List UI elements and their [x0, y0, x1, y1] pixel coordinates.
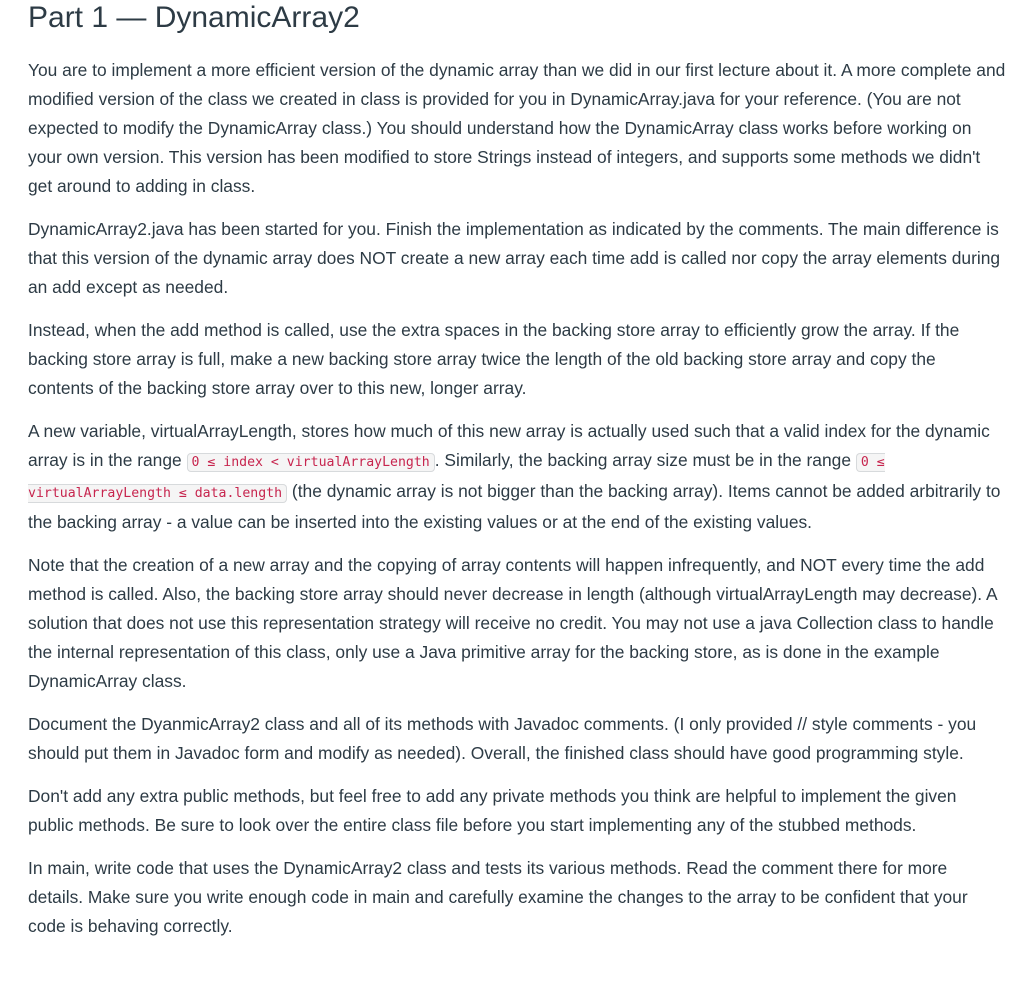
virtual-length-text-2: . Similarly, the backing array size must be in the range — [434, 450, 856, 470]
paragraph-public-methods: Don't add any extra public methods, but feel free to add any private methods you think are helpful to implement the given public methods. Be sure to look over the entire class file before you start implementing any of the stubbed methods. — [28, 786, 957, 835]
paragraph-add-method: Instead, when the add method is called, use the extra spaces in the backing store array to efficiently grow the array. If the backing store array is full, make a new backing store array twice the length of the old backing store array and copy the contents of the backing store array over to this new, longer array. — [28, 320, 960, 398]
paragraph-javadoc: Document the DyanmicArray2 class and all of its methods with Javadoc comments. (I only provided // style comments - you should put them in Javadoc form and modify as needed). Overall, the finished class should have good programming style. — [28, 714, 977, 763]
paragraph-virtual-length — [28, 417, 1006, 537]
index-range-code: 0 ≤ index < virtualArrayLength — [187, 453, 435, 472]
paragraph-note: Note that the creation of a new array and the copying of array contents will happen infrequently, and NOT every time the add method is called. Also, the backing store array should never decrease in length (although virtualArrayLength may decrease). A solution that does not use this representation strategy will receive no credit. You may not use a java Collection class to handle the internal representation of this class, only use a Java primitive array for the backing store, as is done in the example DynamicArray class. — [28, 555, 997, 691]
paragraph-main-testing: In main, write code that uses the DynamicArray2 class and tests its various methods. Read the comment there for more details. Make sure you write enough code in main and carefully examine the changes to the array to be confident that your code is behaving correctly. — [28, 858, 968, 936]
virtual-length-text-1: A new variable, virtualArrayLength, stores how much of this new array is actually used such that a valid index for the dynamic array is in the range — [28, 421, 990, 470]
page-title: Part 1 — DynamicArray2 — [28, 1, 360, 34]
backing-range-code: 0 ≤ virtualArrayLength ≤ data.length — [28, 455, 885, 501]
virtual-length-text-3: (the dynamic array is not bigger than the backing array). Items cannot be added arbitrarily to the backing array - a value can be inserted into the existing values or at the end of the existing values. — [28, 481, 1001, 532]
paragraph-intro: You are to implement a more efficient version of the dynamic array than we did in our first lecture about it. A more complete and modified version of the class we created in class is provided for you in DynamicArray.java for your reference. (You are not expected to modify the DynamicArray class.) You should understand how the DynamicArray class works before working on your own version. This version has been modified to store Strings instead of integers, and supports some methods we didn't get around to adding in class. — [28, 60, 1006, 196]
paragraph-dynamicarray2-start: DynamicArray2.java has been started for you. Finish the implementation as indicated by the comments. The main difference is that this version of the dynamic array does NOT create a new array each time add is called nor copy the array elements during an add except as needed. — [28, 219, 1001, 297]
